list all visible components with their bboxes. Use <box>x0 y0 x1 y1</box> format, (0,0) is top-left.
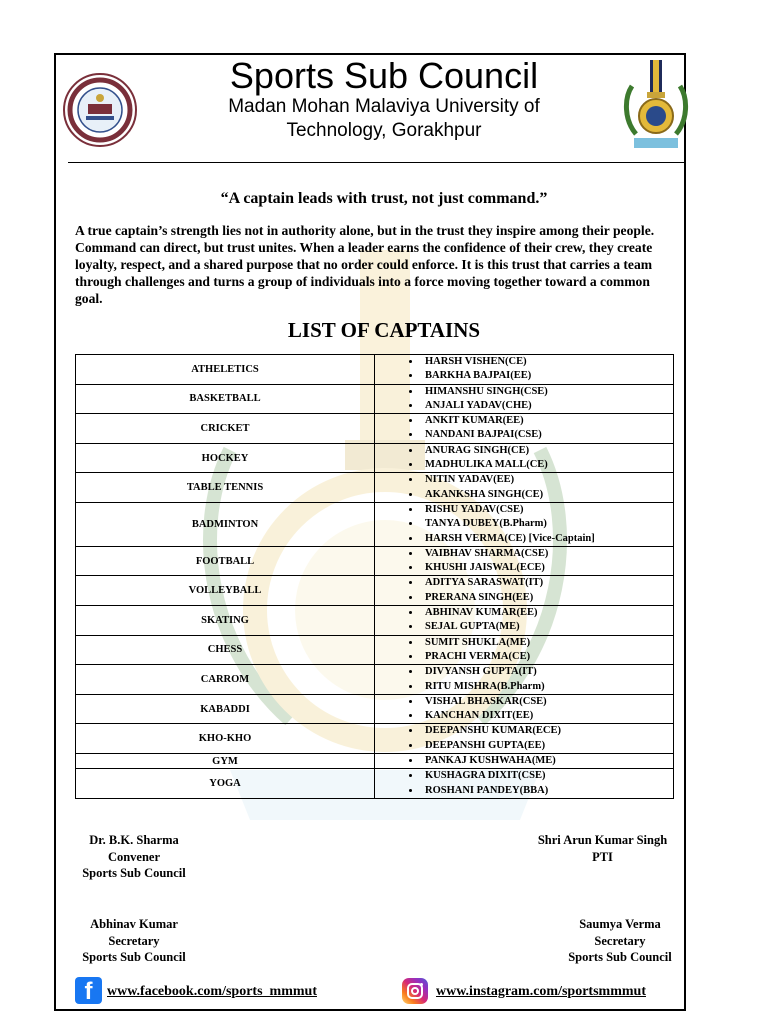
table-row <box>76 355 674 385</box>
captain-name: • PRACHI VERMA(CE) <box>421 650 673 664</box>
captain-names <box>375 576 674 606</box>
signature-pti <box>530 832 675 865</box>
captain-name: • AKANKSHA SINGH(CE) <box>421 488 673 502</box>
secretary-right-org: Sports Sub Council <box>568 950 672 964</box>
table-row <box>76 443 674 473</box>
secretary-left-org: Sports Sub Council <box>82 950 186 964</box>
captain-name: • ANJALI YADAV(CHE) <box>421 399 673 413</box>
table-row <box>76 724 674 754</box>
captain-name: • HIMANSHU SINGH(CSE) <box>421 385 673 399</box>
captain-name: • DEEPANSHU KUMAR(ECE) <box>421 724 673 738</box>
sport-name: CRICKET <box>76 414 375 444</box>
sport-name: KABADDI <box>76 694 375 724</box>
captain-name: • VISHAL BHASKAR(CSE) <box>421 695 673 709</box>
captain-names <box>375 546 674 576</box>
captain-name: • ANURAG SINGH(CE) <box>421 444 673 458</box>
captain-names <box>375 635 674 665</box>
captain-name: • HARSH VISHEN(CE) <box>421 355 673 369</box>
quote: “A captain leads with trust, not just command.” <box>220 190 548 207</box>
instagram-icon[interactable] <box>402 978 428 1004</box>
university-name-line2: Technology, Gorakhpur <box>286 120 482 141</box>
table-row <box>76 546 674 576</box>
table-row <box>76 473 674 503</box>
captain-names <box>375 384 674 414</box>
secretary-right-role: Secretary <box>594 933 646 948</box>
sport-name: YOGA <box>76 769 375 799</box>
sport-name: BADMINTON <box>76 502 375 546</box>
sport-name: SKATING <box>76 606 375 636</box>
table-row <box>76 606 674 636</box>
sport-name: HOCKEY <box>76 443 375 473</box>
signature-secretary-left <box>70 916 198 966</box>
table-row <box>76 769 674 799</box>
table-row <box>76 635 674 665</box>
captain-name: • BARKHA BAJPAI(EE) <box>421 369 673 383</box>
university-name <box>0 95 768 143</box>
captain-name: • PRERANA SINGH(EE) <box>421 591 673 605</box>
sport-name: BASKETBALL <box>76 384 375 414</box>
captain-names <box>375 694 674 724</box>
captain-name: • KANCHAN DIXIT(EE) <box>421 709 673 723</box>
captain-names <box>375 724 674 754</box>
sport-name: ATHELETICS <box>76 355 375 385</box>
convener-name: Dr. B.K. Sharma <box>89 833 179 847</box>
table-row <box>76 384 674 414</box>
captain-name: • NITIN YADAV(EE) <box>421 473 673 487</box>
convener-org: Sports Sub Council <box>82 866 186 880</box>
captain-name: • MADHULIKA MALL(CE) <box>421 458 673 472</box>
secretary-left-name: Abhinav Kumar <box>90 917 178 931</box>
instagram-link[interactable]: www.instagram.com/sportsmmmut <box>436 984 646 999</box>
sport-name: CARROM <box>76 665 375 695</box>
pti-name: Shri Arun Kumar Singh <box>537 833 668 847</box>
table-row <box>76 694 674 724</box>
sport-name: GYM <box>76 754 375 769</box>
captain-names <box>375 754 674 769</box>
facebook-link[interactable]: www.facebook.com/sports_mmmut <box>107 984 317 999</box>
captain-name: • KHUSHI JAISWAL(ECE) <box>421 561 673 575</box>
signature-convener <box>70 832 198 882</box>
table-row <box>76 576 674 606</box>
pti-role: PTI <box>592 849 613 864</box>
captain-name: • PANKAJ KUSHWAHA(ME) <box>421 754 673 768</box>
captain-name: • RISHU YADAV(CSE) <box>421 503 673 517</box>
page-title: Sports Sub Council <box>229 55 539 96</box>
captain-name: • SUMIT SHUKLA(ME) <box>421 636 673 650</box>
signature-secretary-right <box>556 916 684 966</box>
captain-name: • DEEPANSHI GUPTA(EE) <box>421 739 673 753</box>
university-name-line1: Madan Mohan Malaviya University of <box>228 96 540 117</box>
captain-names <box>375 769 674 799</box>
captain-name: • TANYA DUBEY(B.Pharm) <box>421 517 673 531</box>
captain-names <box>375 443 674 473</box>
captain-names <box>375 606 674 636</box>
captain-name: • SEJAL GUPTA(ME) <box>421 620 673 634</box>
secretary-left-role: Secretary <box>108 933 160 948</box>
sport-name: KHO-KHO <box>76 724 375 754</box>
captain-name: • ANKIT KUMAR(EE) <box>421 414 673 428</box>
facebook-icon[interactable]: f <box>75 977 102 1004</box>
captain-name: • NANDANI BAJPAI(CSE) <box>421 428 673 442</box>
secretary-right-name: Saumya Verma <box>579 917 661 931</box>
captains-table <box>75 354 674 799</box>
captain-name: • ADITYA SARASWAT(IT) <box>421 576 673 590</box>
list-title: LIST OF CAPTAINS <box>287 318 481 342</box>
captain-names <box>375 502 674 546</box>
header-divider <box>68 162 686 163</box>
intro-paragraph: A true captain’s strength lies not in authority alone, but in the trust they inspire among their people. Command can direct, but trust unites. When a leader earns the confidence of their crew, they create loyalty, respect, and a shared purpose that no order could enforce. It is this trust that carries a team through challenges and turns a group of individuals into a force moving together toward a common goal. <box>75 223 655 306</box>
captain-name: • HARSH VERMA(CE) [Vice-Captain] <box>421 532 673 546</box>
sport-name: CHESS <box>76 635 375 665</box>
captain-name: • ROSHANI PANDEY(BBA) <box>421 784 673 798</box>
table-row <box>76 754 674 769</box>
captain-name: • KUSHAGRA DIXIT(CSE) <box>421 769 673 783</box>
captain-names <box>375 665 674 695</box>
captain-names <box>375 414 674 444</box>
convener-role: Convener <box>107 849 161 864</box>
sport-name: TABLE TENNIS <box>76 473 375 503</box>
table-row <box>76 502 674 546</box>
captain-name: • VAIBHAV SHARMA(CSE) <box>421 547 673 561</box>
table-row <box>76 414 674 444</box>
captain-name: • ABHINAV KUMAR(EE) <box>421 606 673 620</box>
sport-name: VOLLEYBALL <box>76 576 375 606</box>
captain-name: • DIVYANSH GUPTA(IT) <box>421 665 673 679</box>
sport-name: FOOTBALL <box>76 546 375 576</box>
captain-names <box>375 355 674 385</box>
captain-name: • RITU MISHRA(B.Pharm) <box>421 680 673 694</box>
captain-names <box>375 473 674 503</box>
table-row <box>76 665 674 695</box>
